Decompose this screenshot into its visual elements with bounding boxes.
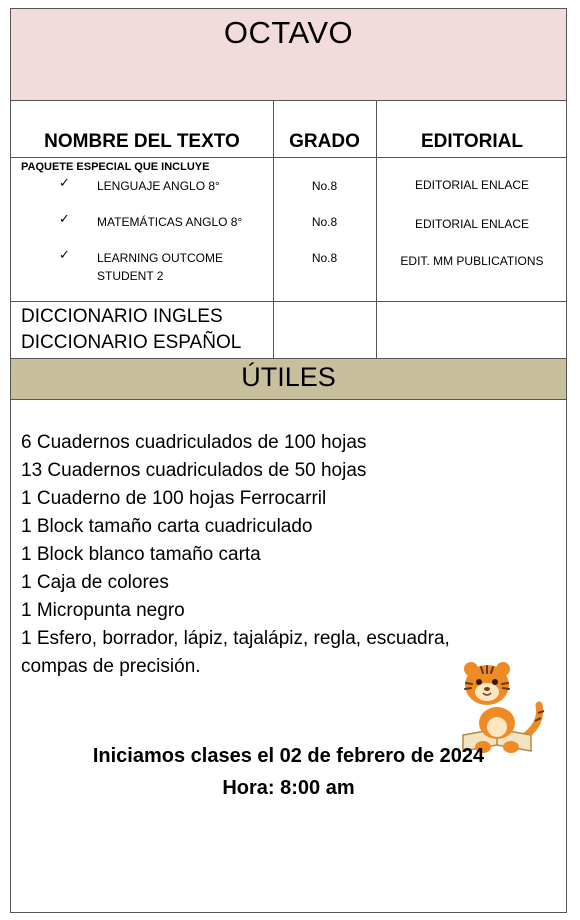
supply-item: 6 Cuadernos cuadriculados de 100 hojas bbox=[21, 432, 367, 453]
grade-title: OCTAVO bbox=[223, 15, 354, 50]
header-divider bbox=[11, 157, 566, 158]
school-supply-sheet bbox=[10, 8, 567, 913]
title-band bbox=[11, 9, 566, 101]
book-name-3: LEARNING OUTCOME bbox=[97, 251, 224, 265]
utiles-title: ÚTILES bbox=[241, 362, 336, 392]
utiles-band bbox=[11, 358, 566, 400]
dictionary-english: DICCIONARIO INGLES bbox=[21, 306, 223, 327]
supply-item: 1 Micropunta negro bbox=[21, 600, 185, 621]
start-time-text: Hora: 8:00 am bbox=[222, 777, 355, 799]
header-nombre: NOMBRE DEL TEXTO bbox=[44, 131, 240, 152]
supplies-list bbox=[21, 429, 521, 681]
book-name-2: MATEMÁTICAS ANGLO 8° bbox=[97, 215, 243, 229]
book-name-3-line2: STUDENT 2 bbox=[97, 269, 164, 283]
check-icon: ✓ bbox=[59, 211, 70, 226]
supply-item: 1 Caja de colores bbox=[21, 572, 169, 593]
package-label: PAQUETE ESPECIAL QUE INCLUYE bbox=[21, 161, 210, 173]
book-grade-2: No.8 bbox=[311, 215, 338, 229]
supply-item: 1 Cuaderno de 100 hojas Ferrocarril bbox=[21, 488, 327, 509]
supply-item: 1 Block blanco tamaño carta bbox=[21, 544, 261, 565]
dictionary-spanish: DICCIONARIO ESPAÑOL bbox=[21, 332, 242, 353]
header-grado: GRADO bbox=[289, 131, 360, 152]
book-editorial-3: EDIT. MM PUBLICATIONS bbox=[400, 254, 544, 268]
start-date-text: Iniciamos clases el 02 de febrero de 2024 bbox=[92, 745, 485, 767]
check-icon: ✓ bbox=[59, 175, 70, 190]
supply-item: 13 Cuadernos cuadriculados de 50 hojas bbox=[21, 460, 367, 481]
book-grade-3: No.8 bbox=[311, 251, 338, 265]
book-name-1: LENGUAJE ANGLO 8° bbox=[97, 179, 220, 193]
check-icon: ✓ bbox=[59, 247, 70, 262]
dictionaries bbox=[21, 304, 241, 356]
book-editorial-1: EDITORIAL ENLACE bbox=[414, 178, 530, 192]
book-editorial-2: EDITORIAL ENLACE bbox=[414, 217, 530, 231]
supply-item: 1 Esfero, borrador, lápiz, tajalápiz, regla, escuadra, bbox=[21, 628, 450, 649]
row-divider bbox=[11, 301, 566, 302]
header-editorial: EDITORIAL bbox=[420, 131, 524, 152]
supply-item: compas de precisión. bbox=[21, 656, 201, 677]
book-grade-1: No.8 bbox=[311, 179, 338, 193]
supply-item: 1 Block tamaño carta cuadriculado bbox=[21, 516, 313, 537]
